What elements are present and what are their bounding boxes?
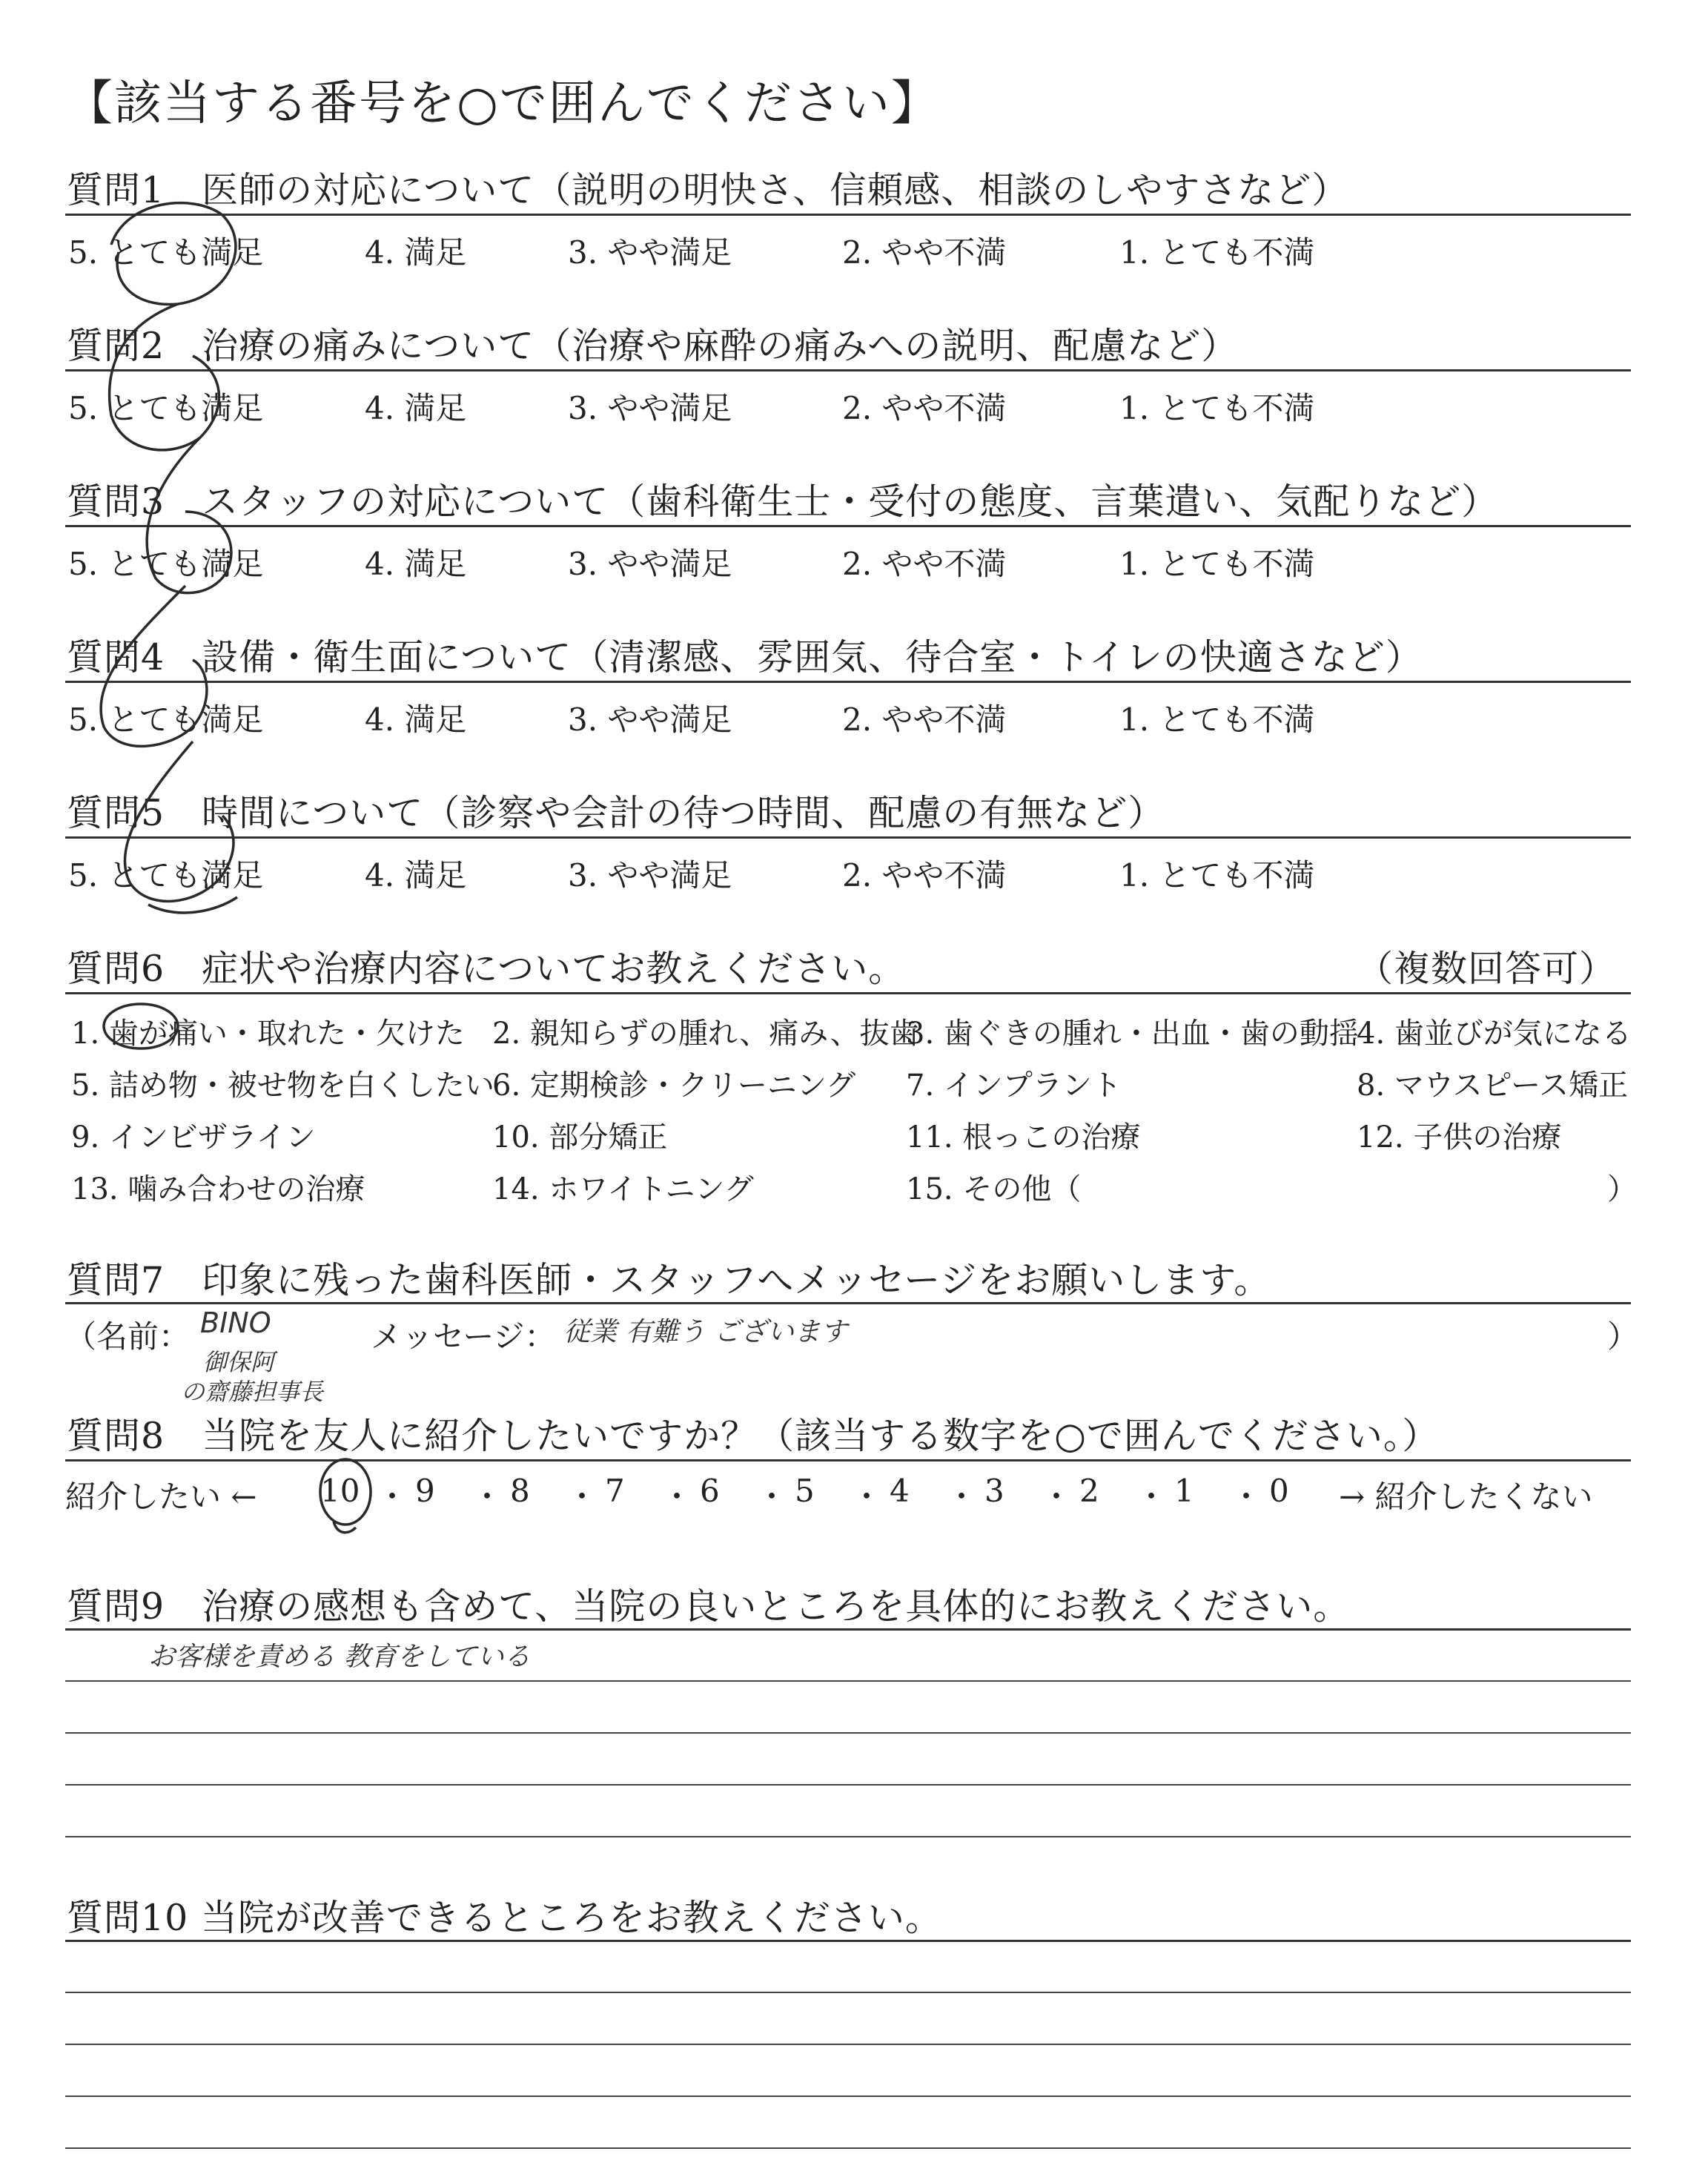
q2-option-3[interactable]: 3. やや満足 [568,390,732,426]
q1-option-1[interactable]: 1. とても不満 [1119,234,1315,271]
q6-option-3[interactable]: 3. 歯ぐきの腫れ・出血・歯の動揺 [906,1017,1359,1051]
q6-option-13[interactable]: 13. 噛み合わせの治療 [71,1172,365,1206]
q3-option-2[interactable]: 2. やや不満 [842,546,1007,582]
q8-left-label: 紹介したい ← [65,1479,257,1515]
q8-score-2[interactable]: 2 [1079,1473,1099,1509]
q7-name-note: 御保阿 [203,1348,275,1376]
q8-right-label: → 紹介したくない [1339,1479,1593,1515]
question-5-heading: 質問5 時間について（診察や会計の待つ時間、配慮の有無など） [67,792,1165,834]
q8-separator-dot: ・ [661,1479,693,1515]
q1-option-5[interactable]: 5. とても満足 [68,234,264,271]
q5-option-5[interactable]: 5. とても満足 [68,857,264,894]
q6-option-14[interactable]: 14. ホワイトニング [492,1172,754,1206]
question-1-heading: 質問1 医師の対応について（説明の明快さ、信頼感、相談のしやすさなど） [67,169,1349,211]
q7-message-value[interactable]: 従業 有難う ございます [563,1317,847,1347]
q8-score-5[interactable]: 5 [795,1473,815,1509]
question-1-rule [65,214,1631,216]
q8-separator-dot: ・ [851,1479,883,1515]
q8-separator-dot: ・ [566,1479,598,1515]
q10-line-1[interactable] [65,1992,1631,1993]
q7-message-label: メッセージ： [371,1318,556,1355]
q9-answer[interactable]: お客様を責める 教育をしている [148,1642,531,1672]
question-9-rule [65,1628,1631,1631]
q8-score-1[interactable]: 1 [1174,1473,1194,1509]
q8-score-10[interactable]: 10 [320,1473,360,1509]
q6-option-5[interactable]: 5. 詰め物・被せ物を白くしたい [71,1069,494,1103]
question-2-rule [65,369,1631,371]
question-3-rule [65,525,1631,527]
q4-option-4[interactable]: 4. 満足 [365,701,467,738]
q6-other-close-paren: ） [1607,1172,1637,1206]
q4-option-2[interactable]: 2. やや不満 [842,701,1007,738]
q2-option-1[interactable]: 1. とても不満 [1119,390,1315,426]
question-9-heading: 質問9 治療の感想も含めて、当院の良いところを具体的にお教えください。 [67,1585,1351,1628]
q3-option-5[interactable]: 5. とても満足 [68,546,264,582]
q8-score-7[interactable]: 7 [605,1473,625,1509]
q9-line-1 [65,1680,1631,1682]
q6-option-10[interactable]: 10. 部分矯正 [492,1120,668,1155]
question-6-multiple-note: （複数回答可） [1357,948,1617,990]
q8-separator-dot: ・ [946,1479,978,1515]
q8-score-4[interactable]: 4 [890,1473,910,1509]
q7-close-paren: ） [1607,1318,1639,1355]
question-2-heading: 質問2 治療の痛みについて（治療や麻酔の痛みへの説明、配慮など） [67,325,1239,367]
q7-name-value[interactable]: BINO [200,1307,271,1339]
q4-option-5[interactable]: 5. とても満足 [68,701,264,738]
q8-score-8[interactable]: 8 [510,1473,530,1509]
q8-separator-dot: ・ [1136,1479,1168,1515]
question-7-heading: 質問7 印象に残った歯科医師・スタッフへメッセージをお願いします。 [67,1259,1271,1301]
q9-line-2 [65,1732,1631,1734]
q6-option-9[interactable]: 9. インビザライン [71,1120,316,1155]
form-title: 【該当する番号を○で囲んでください】 [65,76,940,131]
question-8-heading: 質問8 当院を友人に紹介したいですか？（該当する数字を○で囲んでください。） [67,1415,1440,1457]
q8-score-3[interactable]: 3 [984,1473,1004,1509]
question-10-rule [65,1940,1631,1942]
q2-option-5[interactable]: 5. とても満足 [68,390,264,426]
q10-line-4[interactable] [65,2147,1631,2149]
q6-option-12[interactable]: 12. 子供の治療 [1357,1120,1562,1155]
q1-option-2[interactable]: 2. やや不満 [842,234,1007,271]
q8-separator-dot: ・ [377,1479,408,1515]
question-4-heading: 質問4 設備・衛生面について（清潔感、雰囲気、待合室・トイレの快適さなど） [67,636,1423,678]
q3-option-1[interactable]: 1. とても不満 [1119,546,1315,582]
q6-option-1[interactable]: 1. 歯が痛い・取れた・欠けた [71,1017,465,1051]
q6-option-6[interactable]: 6. 定期検診・クリーニング [492,1069,856,1103]
q1-option-4[interactable]: 4. 満足 [365,234,467,271]
q6-option-4[interactable]: 4. 歯並びが気になる [1357,1017,1632,1051]
q5-option-4[interactable]: 4. 満足 [365,857,467,894]
question-6-heading: 質問6 症状や治療内容についてお教えください。 [67,948,906,990]
q9-line-4 [65,1836,1631,1837]
q6-option-7[interactable]: 7. インプラント [906,1069,1122,1103]
q8-score-9[interactable]: 9 [415,1473,435,1509]
q6-option-8[interactable]: 8. マウスピース矯正 [1357,1069,1629,1103]
question-8-rule [65,1459,1631,1462]
q8-score-0[interactable]: 0 [1269,1473,1289,1509]
q5-option-2[interactable]: 2. やや不満 [842,857,1007,894]
question-5-rule [65,836,1631,839]
q3-option-4[interactable]: 4. 満足 [365,546,467,582]
q3-option-3[interactable]: 3. やや満足 [568,546,732,582]
q10-line-3[interactable] [65,2095,1631,2097]
q8-selected-tail-mark [334,1522,356,1533]
q8-score-6[interactable]: 6 [700,1473,720,1509]
q5-option-1[interactable]: 1. とても不満 [1119,857,1315,894]
q4-option-1[interactable]: 1. とても不満 [1119,701,1315,738]
q8-separator-dot: ・ [1231,1479,1262,1515]
q9-line-3 [65,1784,1631,1786]
q1-option-3[interactable]: 3. やや満足 [568,234,732,271]
q6-option-15[interactable]: 15. その他（ [906,1172,1082,1206]
q4-option-3[interactable]: 3. やや満足 [568,701,732,738]
question-6-rule [65,992,1631,994]
q5-option-3[interactable]: 3. やや満足 [568,857,732,894]
question-3-heading: 質問3 スタッフの対応について（歯科衛生士・受付の態度、言葉遣い、気配りなど） [67,480,1499,523]
question-10-heading: 質問10 当院が改善できるところをお教えください。 [67,1897,942,1939]
q2-option-4[interactable]: 4. 満足 [365,390,467,426]
q8-separator-dot: ・ [1041,1479,1073,1515]
q6-option-11[interactable]: 11. 根っこの治療 [906,1120,1141,1155]
q7-name-label: （名前： [65,1318,191,1355]
q7-name-note-2: の齋藤担事長 [181,1378,324,1406]
question-7-rule [65,1302,1631,1304]
q8-separator-dot: ・ [756,1479,788,1515]
q6-option-2[interactable]: 2. 親知らずの腫れ、痛み、抜歯 [492,1017,919,1051]
q8-separator-dot: ・ [471,1479,503,1515]
q10-line-2[interactable] [65,2044,1631,2045]
question-4-rule [65,681,1631,683]
q2-option-2[interactable]: 2. やや不満 [842,390,1007,426]
